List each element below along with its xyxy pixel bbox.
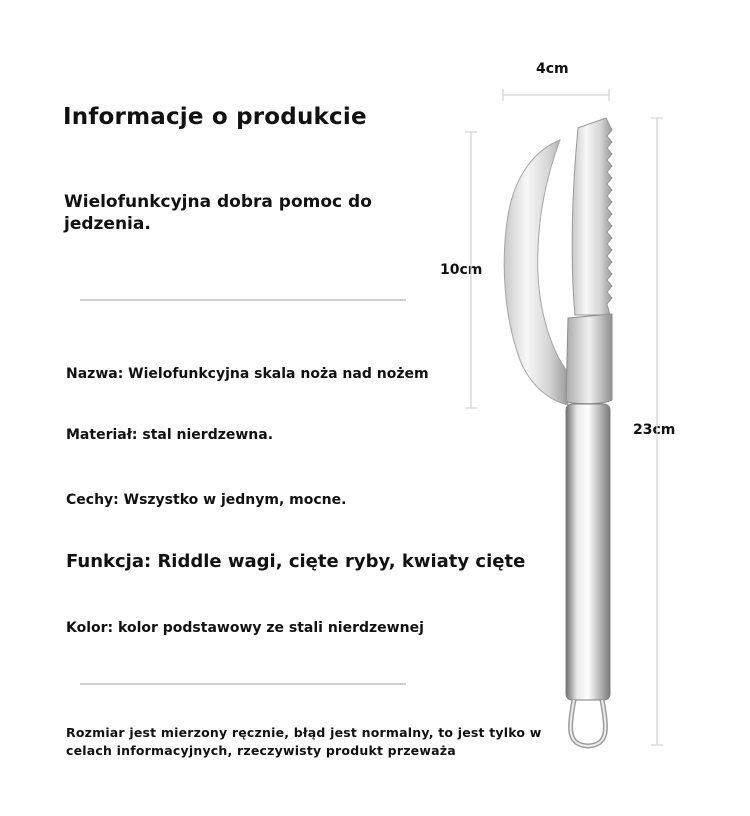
page-title: Informacje o produkcie <box>63 104 367 130</box>
curved-blade <box>504 140 568 405</box>
spec-function: Funkcja: Riddle wagi, cięte ryby, kwiaty cięte <box>66 551 526 572</box>
total-dimension-line <box>651 118 663 745</box>
width-dimension-label: 4cm <box>536 61 569 77</box>
spec-material: Materiał: stal nierdzewna. <box>66 427 274 443</box>
serrated-blade <box>572 118 612 315</box>
spec-features: Cechy: Wszystko w jednym, mocne. <box>66 492 347 508</box>
total-dimension-label: 23cm <box>633 422 676 438</box>
width-dimension-line <box>503 89 609 101</box>
product-subtitle: Wielofunkcyjna dobra pomoc do jedzenia. <box>64 192 372 234</box>
blade-dimension-label: 10cm <box>440 262 483 278</box>
measurement-note: Rozmiar jest mierzony ręcznie, błąd jest normalny, to jest tylko w celach informacyjnych, rzeczywisty produkt przeważa <box>66 725 542 758</box>
knife-handle <box>566 404 610 700</box>
blade-dimension-line <box>465 132 477 408</box>
hanging-loop <box>571 700 606 746</box>
knife-bolster <box>566 314 612 404</box>
spec-color: Kolor: kolor podstawowy ze stali nierdzewnej <box>66 620 424 636</box>
spec-name: Nazwa: Wielofunkcyjna skala noża nad nożem <box>66 366 429 382</box>
